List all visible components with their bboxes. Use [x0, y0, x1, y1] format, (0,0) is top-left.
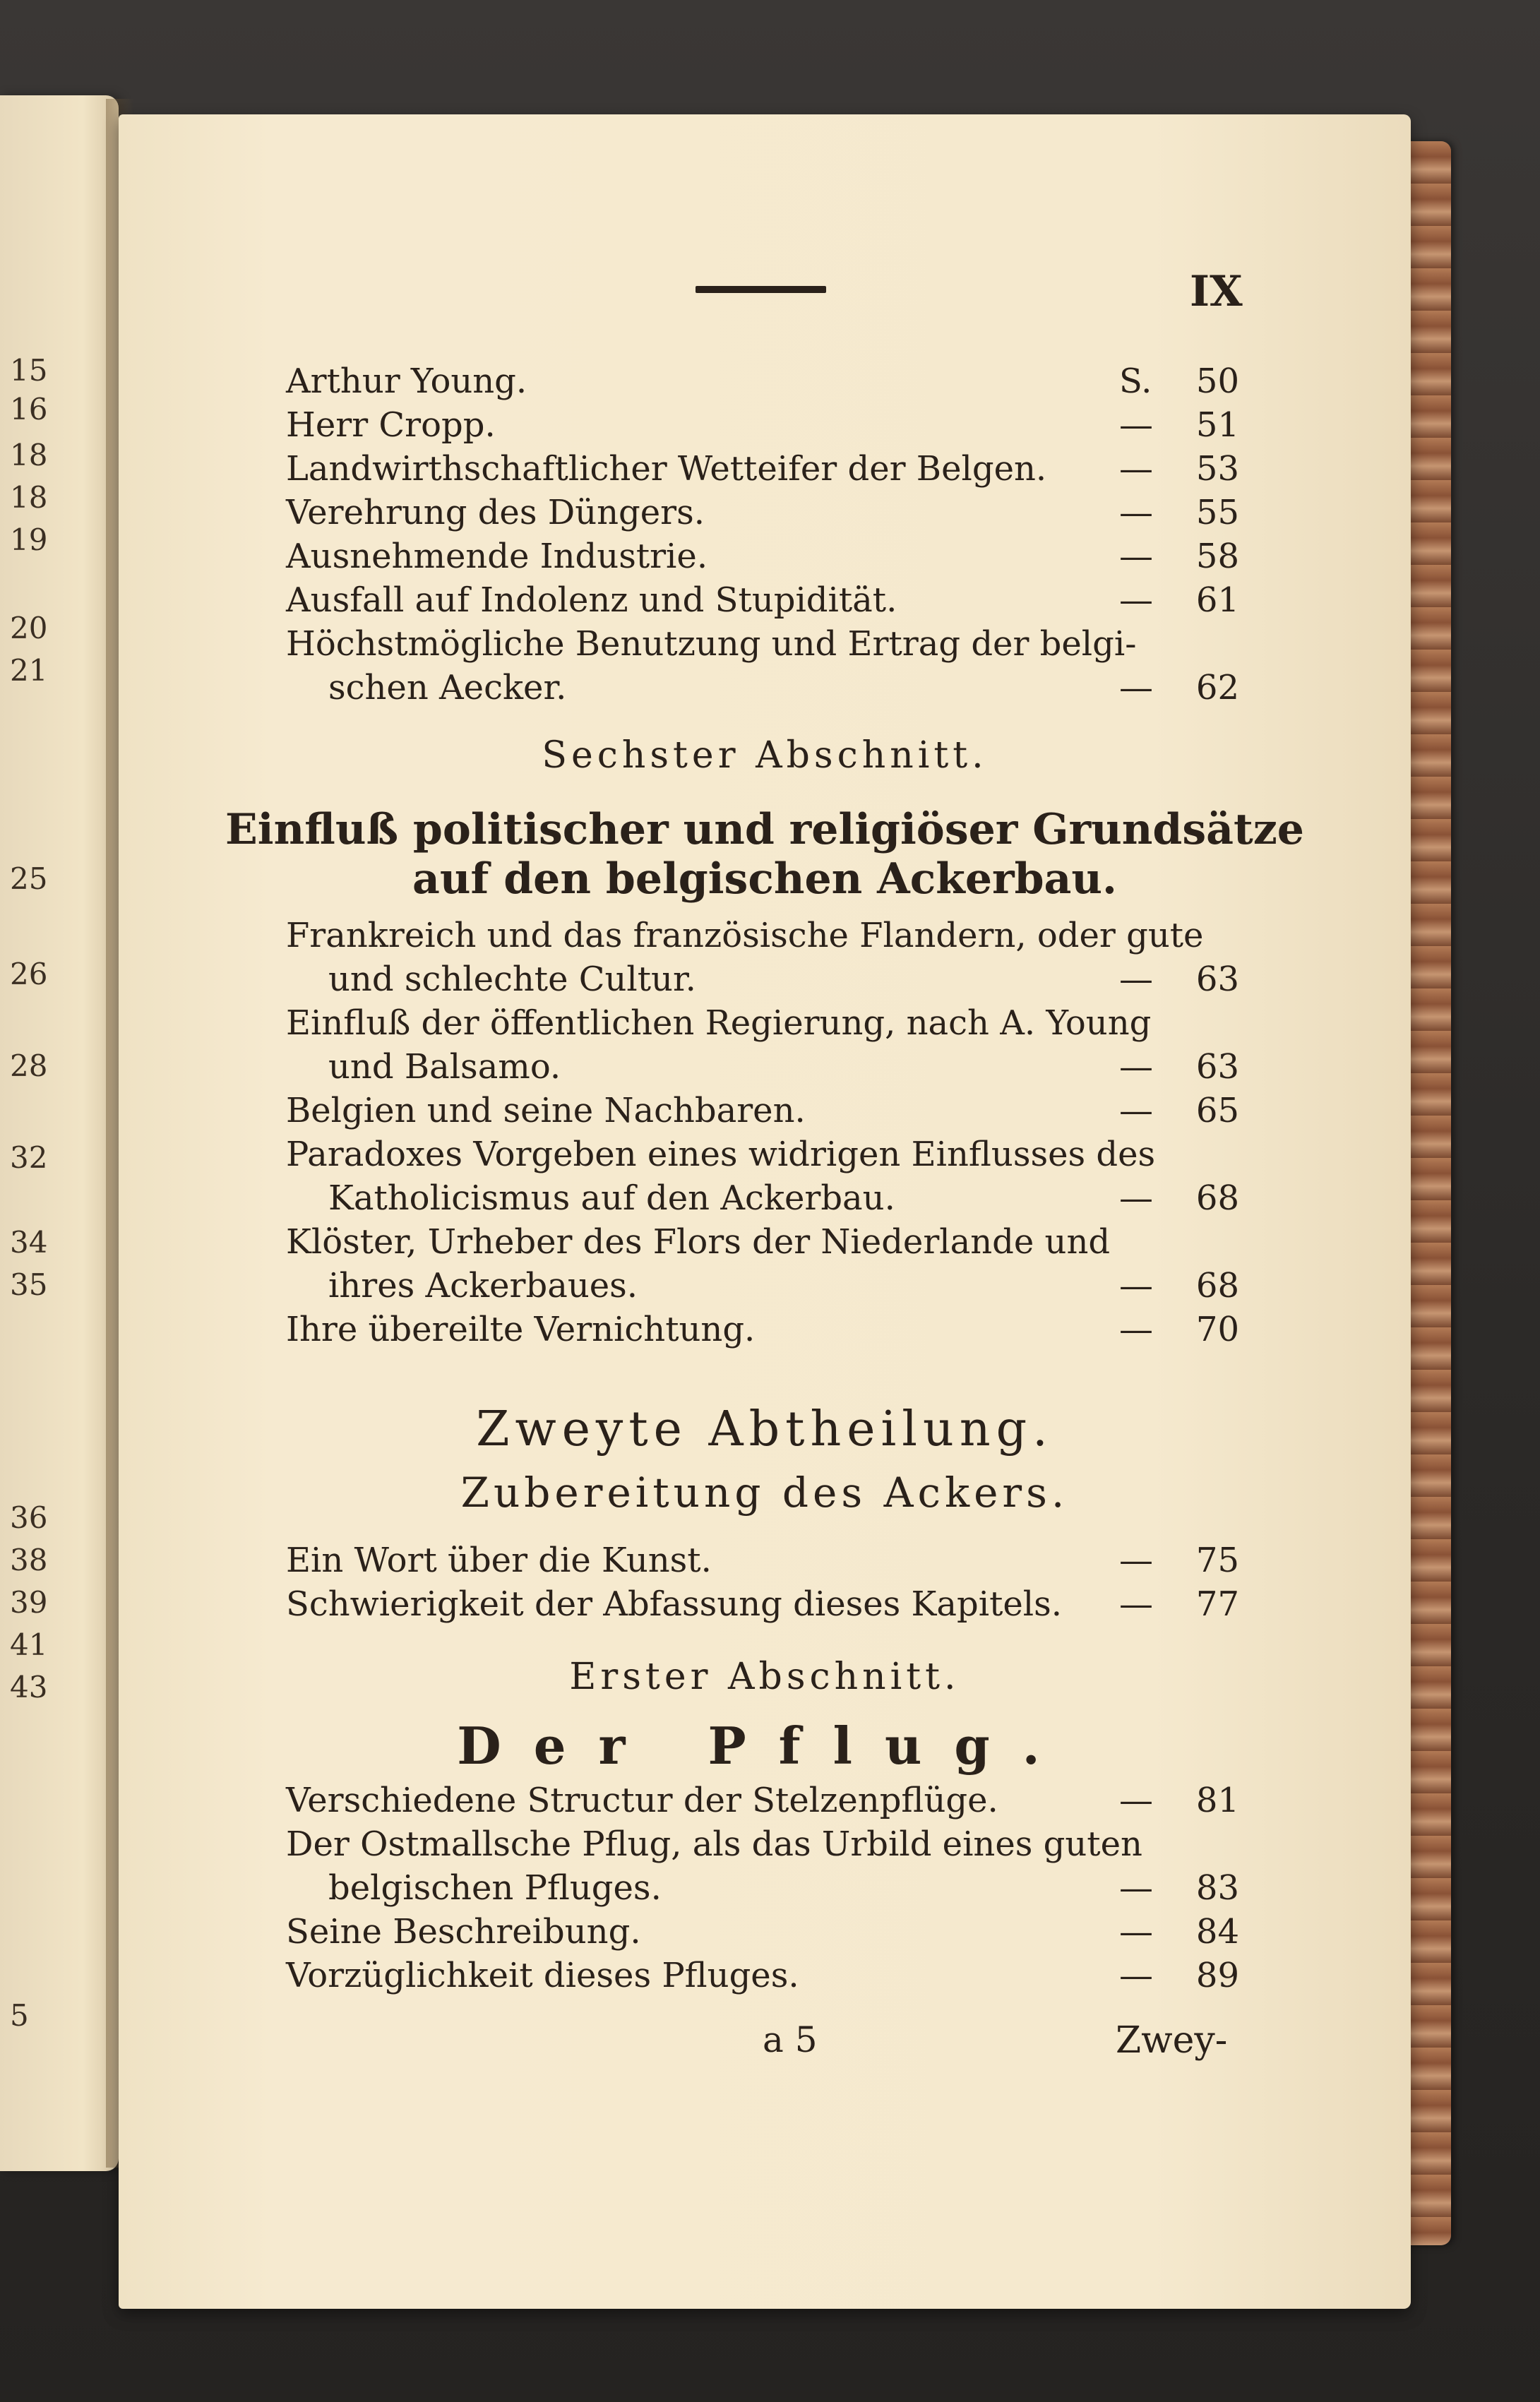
toc-entry-dash: —	[1119, 1178, 1153, 1218]
toc-entry-dash: —	[1119, 1541, 1153, 1580]
toc-entry	[286, 535, 1239, 578]
section1-heading: Erster Abschnitt.	[569, 1656, 960, 1698]
left-margin-number: 18	[10, 438, 48, 472]
toc-entry	[286, 1133, 1239, 1176]
signature-mark: a 5	[763, 2019, 818, 2060]
catchword: Zwey-	[1116, 2019, 1228, 2062]
toc-entry-title: Paradoxes Vorgeben eines widrigen Einflusses des	[286, 1135, 1156, 1174]
toc-entry-page: 58	[1195, 537, 1239, 576]
toc-entry-title: Ausnehmende Industrie.	[286, 537, 708, 576]
toc-entry	[286, 360, 1239, 402]
toc-entry-title: Belgien und seine Nachbaren.	[286, 1091, 806, 1130]
left-margin-number: 5	[10, 1998, 29, 2033]
toc-entry	[286, 579, 1239, 621]
toc-entry	[286, 1265, 1239, 1307]
toc-entry-dash: —	[1119, 1868, 1153, 1908]
toc-entry-page: 62	[1195, 668, 1239, 707]
toc-entry	[286, 491, 1239, 534]
toc-entry-dash: S.	[1119, 362, 1152, 401]
toc-entry	[286, 1308, 1239, 1351]
toc-entry-title: Arthur Young.	[286, 362, 527, 401]
toc-entry-title: und schlechte Cultur.	[328, 960, 696, 999]
toc-entry-title: schen Aecker.	[328, 668, 567, 707]
toc-entry-dash: —	[1119, 668, 1153, 707]
toc-entry-page: 63	[1195, 960, 1239, 999]
toc-entry-page: 68	[1195, 1266, 1239, 1305]
toc-entry	[286, 1823, 1239, 1865]
toc-entry	[286, 1911, 1239, 1953]
toc-entry-dash: —	[1119, 1047, 1153, 1087]
toc-entry-title: Einfluß der öffentlichen Regierung, nach A. Young	[286, 1003, 1152, 1043]
toc-entry-title: Ausfall auf Indolenz und Stupidität.	[286, 580, 897, 620]
toc-entry-dash: —	[1119, 960, 1153, 999]
toc-entry	[286, 1177, 1239, 1219]
left-margin-number: 39	[10, 1585, 48, 1620]
toc-entry-title: Verschiedene Structur der Stelzenpflüge.	[286, 1781, 998, 1820]
section6-title-line1: Einfluß politischer und religiöser Grundsätze	[225, 805, 1304, 854]
toc-entry	[286, 1779, 1239, 1822]
toc-entry-title: Vorzüglichkeit dieses Pfluges.	[286, 1956, 799, 1995]
left-margin-number: 43	[10, 1670, 48, 1704]
toc-entry-page: 68	[1195, 1178, 1239, 1218]
left-margin-number: 32	[10, 1140, 48, 1175]
toc-entry-page: 50	[1195, 362, 1239, 401]
toc-entry-title: Seine Beschreibung.	[286, 1912, 641, 1952]
left-margin-number: 41	[10, 1627, 48, 1662]
toc-entry-page: 61	[1195, 580, 1239, 620]
left-page	[0, 95, 119, 2171]
toc-entry	[286, 448, 1239, 490]
toc-entry	[286, 1221, 1239, 1263]
toc-entry-title: Höchstmögliche Benutzung und Ertrag der belgi-	[286, 624, 1137, 664]
toc-entry-title: ihres Ackerbaues.	[328, 1266, 638, 1305]
toc-entry	[286, 667, 1239, 709]
page-number: IX	[1190, 267, 1243, 316]
toc-entry-title: belgischen Pfluges.	[328, 1868, 662, 1908]
toc-entry-page: 81	[1195, 1781, 1239, 1820]
toc-entry-title: Ihre übereilte Vernichtung.	[286, 1310, 756, 1349]
section6-heading: Sechster Abschnitt.	[542, 734, 988, 777]
left-margin-number: 28	[10, 1048, 48, 1083]
toc-entry	[286, 1002, 1239, 1044]
toc-entry-dash: —	[1119, 1956, 1153, 1995]
toc-entry-title: Ein Wort über die Kunst.	[286, 1541, 712, 1580]
section1-title: Der Pflug.	[457, 1716, 1073, 1776]
toc-entry-dash: —	[1119, 1310, 1153, 1349]
section6-title-line2: auf den belgischen Ackerbau.	[412, 854, 1117, 904]
toc-entry-dash: —	[1119, 1781, 1153, 1820]
toc-entry-dash: —	[1119, 1584, 1153, 1624]
left-margin-number: 20	[10, 611, 48, 645]
toc-entry	[286, 1583, 1239, 1625]
toc-entry-dash: —	[1119, 580, 1153, 620]
toc-entry-dash: —	[1119, 1091, 1153, 1130]
left-margin-number: 34	[10, 1225, 48, 1260]
toc-entry	[286, 1539, 1239, 1582]
left-margin-number: 19	[10, 522, 48, 557]
header-rule	[696, 286, 826, 293]
left-margin-number: 16	[10, 392, 48, 426]
toc-entry	[286, 958, 1239, 1000]
left-margin-number: 26	[10, 957, 48, 991]
toc-entry-page: 70	[1195, 1310, 1239, 1349]
toc-entry-title: Verehrung des Düngers.	[286, 493, 705, 532]
toc-entry-page: 55	[1195, 493, 1239, 532]
toc-entry-page: 65	[1195, 1091, 1239, 1130]
left-margin-number: 35	[10, 1267, 48, 1302]
toc-entry-dash: —	[1119, 405, 1153, 445]
part2-heading: Zweyte Abtheilung.	[476, 1402, 1053, 1457]
toc-entry	[286, 1954, 1239, 1997]
toc-entry	[286, 404, 1239, 446]
toc-entry	[286, 914, 1239, 957]
toc-entry-page: 75	[1195, 1541, 1239, 1580]
toc-entry-title: Herr Cropp.	[286, 405, 496, 445]
toc-entry-page: 83	[1195, 1868, 1239, 1908]
toc-entry	[286, 1089, 1239, 1132]
toc-entry-dash: —	[1119, 449, 1153, 489]
toc-entry-title: Klöster, Urheber des Flors der Niederlande und	[286, 1222, 1111, 1262]
left-margin-number: 18	[10, 480, 48, 515]
left-margin-number: 36	[10, 1500, 48, 1535]
toc-entry-dash: —	[1119, 1912, 1153, 1952]
toc-entry-title: Schwierigkeit der Abfassung dieses Kapitels.	[286, 1584, 1063, 1624]
toc-entry	[286, 1046, 1239, 1088]
toc-entry-dash: —	[1119, 1266, 1153, 1305]
part2-subheading: Zubereitung des Ackers.	[460, 1469, 1069, 1517]
toc-entry-dash: —	[1119, 493, 1153, 532]
toc-entry-page: 53	[1195, 449, 1239, 489]
toc-entry-title: Frankreich und das französische Flandern, oder gute	[286, 916, 1204, 955]
toc-entry-page: 89	[1195, 1956, 1239, 1995]
toc-entry-page: 63	[1195, 1047, 1239, 1087]
left-margin-number: 38	[10, 1543, 48, 1577]
toc-entry-dash: —	[1119, 537, 1153, 576]
toc-entry-page: 51	[1195, 405, 1239, 445]
left-margin-number: 25	[10, 861, 48, 896]
left-margin-number: 15	[10, 353, 48, 388]
toc-entry-title: Der Ostmallsche Pflug, als das Urbild eines guten	[286, 1824, 1142, 1864]
toc-entry-title: und Balsamo.	[328, 1047, 561, 1087]
left-margin-number: 21	[10, 653, 48, 688]
toc-entry-title: Katholicismus auf den Ackerbau.	[328, 1178, 895, 1218]
toc-entry-page: 84	[1195, 1912, 1239, 1952]
toc-entry-page: 77	[1195, 1584, 1239, 1624]
toc-entry	[286, 623, 1239, 665]
toc-entry-title: Landwirthschaftlicher Wetteifer der Belgen.	[286, 449, 1047, 489]
toc-entry	[286, 1867, 1239, 1909]
